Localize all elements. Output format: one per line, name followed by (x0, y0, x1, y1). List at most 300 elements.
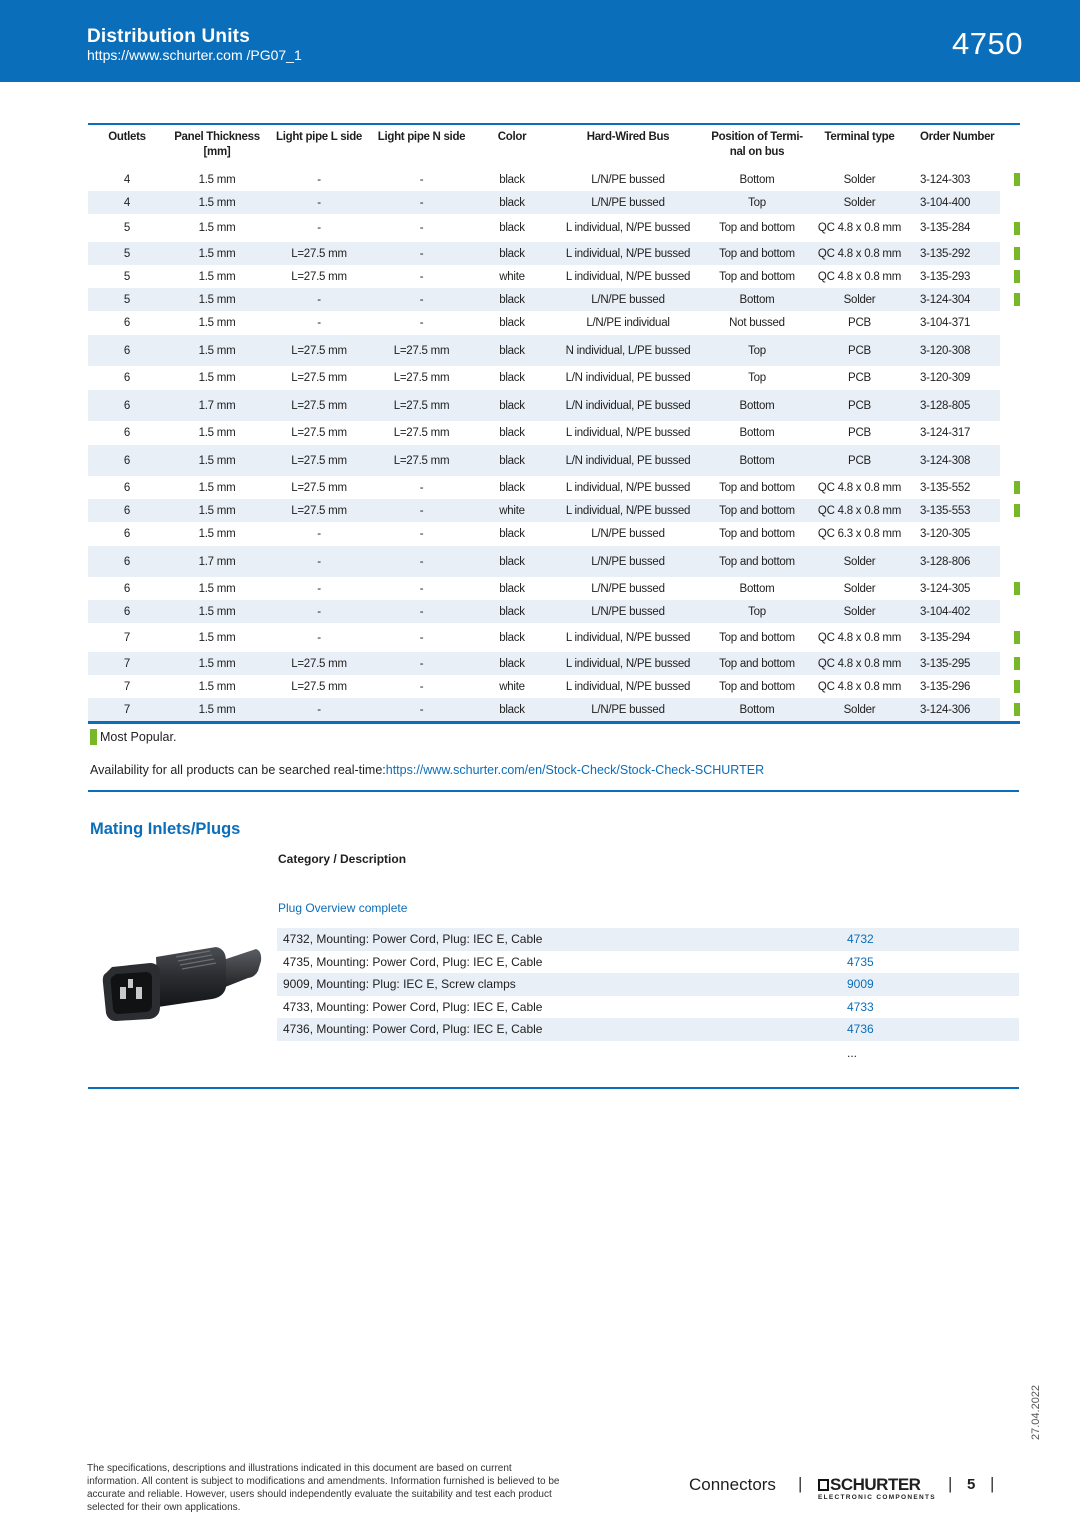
popular-marker-icon (1014, 631, 1020, 644)
table-cell: 5 (123, 270, 131, 283)
table-cell: L/N/PE bussed (551, 191, 705, 214)
table-cell: L=27.5 mm (370, 335, 473, 366)
popular-marker-cell (1000, 698, 1020, 721)
availability-note (90, 763, 764, 777)
plug-product-image (98, 935, 263, 1035)
document-date: 27.04.2022 (1030, 1384, 1042, 1440)
table-cell: 6 (88, 445, 166, 476)
table-row (88, 499, 1020, 522)
col-header: Order Number (920, 131, 995, 143)
table-row (88, 265, 1020, 288)
section-divider (88, 790, 1019, 792)
table-cell: 1.7 mm (166, 390, 268, 421)
table-cell[interactable]: 3-124-308 (910, 445, 1000, 476)
list-item (277, 951, 1019, 974)
table-cell: - (370, 546, 473, 577)
table-cell: 1.5 mm (198, 317, 236, 329)
table-cell: Top and bottom (719, 270, 795, 283)
more-indicator: ... (847, 1046, 858, 1060)
table-row (88, 390, 1020, 421)
table-cell: white (499, 680, 525, 693)
table-cell: - (317, 528, 321, 540)
mating-ref-link[interactable]: 9009 (847, 973, 1019, 996)
table-cell: L=27.5 mm (291, 372, 347, 384)
table-cell: L/N/PE bussed (591, 528, 665, 540)
table-cell: 1.5 mm (198, 481, 236, 494)
table-cell: L=27.5 mm (268, 445, 370, 476)
mating-ref-link[interactable]: 4736 (847, 1018, 1019, 1041)
table-cell: L individual, N/PE bussed (565, 427, 691, 439)
table-cell: QC 4.8 x 0.8 mm (817, 481, 902, 494)
table-cell: - (268, 546, 370, 577)
table-cell: L=27.5 mm (268, 390, 370, 421)
table-cell: Bottom (739, 582, 775, 595)
table-cell: 6 (88, 546, 166, 577)
product-code: 4750 (952, 26, 1023, 61)
table-cell[interactable]: 3-135-292 (910, 242, 1000, 265)
table-cell: L/N/PE bussed (591, 173, 665, 186)
table-cell: L individual, N/PE bussed (565, 222, 691, 234)
table-cell: black (473, 335, 551, 366)
spec-table-section (88, 123, 1020, 724)
table-cell: 1.5 mm (166, 600, 268, 623)
table-cell: - (370, 499, 473, 522)
table-cell: PCB (848, 317, 871, 329)
table-cell: QC 4.8 x 0.8 mm (809, 652, 910, 675)
table-cell: - (419, 680, 424, 693)
table-cell: 1.5 mm (198, 222, 236, 234)
table-cell: 7 (123, 680, 131, 693)
table-cell: 6 (123, 582, 131, 595)
table-cell: Top (705, 335, 809, 366)
mating-table (277, 928, 1019, 1041)
table-cell: QC 4.8 x 0.8 mm (809, 242, 910, 265)
table-cell[interactable]: 3-120-305 (920, 528, 971, 540)
mating-ref-link[interactable]: 4735 (847, 954, 874, 969)
table-cell: white (499, 270, 525, 283)
table-cell[interactable]: 3-124-317 (920, 427, 971, 439)
table-cell: 1.5 mm (198, 270, 236, 283)
popular-marker-cell (1000, 652, 1020, 675)
table-row (88, 476, 1020, 499)
document-title: Distribution Units (87, 26, 250, 47)
table-cell: L individual, N/PE bussed (551, 242, 705, 265)
table-cell: Solder (809, 546, 910, 577)
logo-text: SCHURTER (830, 1475, 921, 1494)
mating-section-title: Mating Inlets/Plugs (90, 820, 241, 838)
table-cell: black (473, 288, 551, 311)
popular-marker-cell (1000, 522, 1020, 546)
table-row (88, 242, 1020, 265)
table-cell: white (473, 499, 551, 522)
table-cell: black (499, 481, 525, 494)
page-number: 5 (967, 1476, 976, 1493)
table-cell: L=27.5 mm (291, 270, 347, 283)
popular-marker-cell (1000, 366, 1020, 390)
table-cell: Solder (809, 698, 910, 721)
table-cell: - (419, 528, 424, 540)
table-cell: - (370, 191, 473, 214)
popular-marker-cell (1000, 288, 1020, 311)
col-header: Light pipe L side (275, 131, 363, 143)
popular-marker-icon (1014, 222, 1020, 235)
table-cell: L individual, N/PE bussed (565, 680, 691, 693)
table-cell: 5 (88, 242, 166, 265)
table-cell: L=27.5 mm (393, 372, 450, 384)
col-header: Light pipe N side (377, 131, 466, 143)
table-cell: Top (705, 191, 809, 214)
table-row (88, 421, 1020, 445)
table-cell: Not bussed (729, 317, 785, 329)
table-cell: black (499, 222, 525, 234)
popular-legend (90, 729, 176, 745)
table-cell[interactable]: 3-135-294 (920, 631, 971, 644)
table-cell: - (317, 317, 321, 329)
table-cell: - (268, 191, 370, 214)
table-cell: black (499, 317, 525, 329)
table-bottom-rule (88, 721, 1020, 724)
table-cell: PCB (809, 390, 910, 421)
category-header: Category / Description (278, 852, 407, 866)
col-header: Terminal type (824, 131, 895, 143)
popular-marker-icon (1014, 680, 1020, 693)
table-cell: 1.5 mm (166, 288, 268, 311)
table-cell: black (473, 652, 551, 675)
table-cell[interactable]: 3-128-806 (910, 546, 1000, 577)
table-cell: 1.5 mm (166, 335, 268, 366)
popular-marker-cell (1000, 242, 1020, 265)
table-row (88, 522, 1020, 546)
table-cell: black (473, 546, 551, 577)
popular-marker-cell (1000, 168, 1020, 191)
table-cell: 6 (88, 499, 166, 522)
table-cell[interactable]: 3-104-400 (910, 191, 1000, 214)
table-cell: black (499, 582, 525, 595)
table-cell[interactable]: 3-135-553 (910, 499, 1000, 522)
table-cell: - (419, 317, 424, 329)
table-cell: Bottom (705, 288, 809, 311)
table-cell: Solder (809, 191, 910, 214)
table-cell: - (419, 481, 424, 494)
popular-marker-cell (1000, 546, 1020, 577)
table-cell: L individual, N/PE bussed (565, 270, 691, 283)
table-cell: - (419, 173, 424, 186)
popular-marker-icon (1014, 657, 1020, 670)
spec-header-row (88, 125, 1020, 168)
popular-marker-cell (1000, 311, 1020, 335)
spec-table-body (88, 168, 1020, 721)
table-cell: - (268, 288, 370, 311)
table-row (88, 445, 1020, 476)
table-cell: - (317, 631, 321, 644)
popular-marker-cell (1000, 265, 1020, 288)
table-cell: 5 (88, 288, 166, 311)
product-url[interactable]: https://www.schurter.com /PG07_1 (87, 47, 302, 63)
popular-marker-icon (90, 729, 97, 745)
table-cell: 1.5 mm (166, 698, 268, 721)
popular-marker-cell (1000, 600, 1020, 623)
table-cell: 1.5 mm (198, 680, 236, 693)
table-cell: 1.5 mm (166, 445, 268, 476)
popular-marker-icon (1014, 247, 1020, 260)
table-cell[interactable]: 3-120-308 (910, 335, 1000, 366)
table-row (88, 366, 1020, 390)
table-cell: 1.5 mm (198, 528, 236, 540)
table-cell: Bottom (705, 698, 809, 721)
table-cell: - (419, 582, 424, 595)
mating-description: 4732, Mounting: Power Cord, Plug: IEC E, Cable (277, 928, 847, 951)
table-cell: - (370, 600, 473, 623)
mating-ref-link[interactable]: 4733 (847, 999, 874, 1014)
table-cell: 1.5 mm (198, 582, 236, 595)
table-cell: L=27.5 mm (268, 499, 370, 522)
table-cell: - (317, 222, 321, 234)
table-row (88, 168, 1020, 191)
table-cell: 1.5 mm (198, 427, 236, 439)
table-row (88, 675, 1020, 698)
table-cell: black (473, 390, 551, 421)
popular-marker-cell (1000, 390, 1020, 421)
col-header: Color (497, 131, 527, 143)
table-cell: Top (705, 600, 809, 623)
col-header-mark (1000, 125, 1020, 168)
plug-overview-link[interactable]: Plug Overview complete (278, 901, 408, 915)
list-item (277, 1018, 1019, 1041)
table-cell: 1.5 mm (198, 372, 236, 384)
table-cell: - (419, 631, 424, 644)
table-cell: L/N/PE bussed (591, 582, 665, 595)
table-cell: PCB (848, 427, 871, 439)
table-cell: Top and bottom (719, 528, 795, 540)
table-cell: L individual, N/PE bussed (565, 481, 691, 494)
table-cell: black (499, 631, 525, 644)
table-cell: L/N/PE bussed (551, 698, 705, 721)
table-cell: L individual, N/PE bussed (551, 499, 705, 522)
logo-square-icon (818, 1479, 829, 1491)
table-cell: 4 (123, 173, 131, 186)
table-cell: 1.5 mm (166, 242, 268, 265)
table-cell: 5 (123, 222, 131, 234)
table-cell: L/N individual, PE bussed (565, 372, 691, 384)
table-cell[interactable]: 3-135-552 (920, 481, 971, 494)
table-cell: L/N/PE bussed (551, 600, 705, 623)
table-cell: 6 (123, 317, 131, 329)
table-cell: Top and bottom (705, 499, 809, 522)
table-cell: Bottom (739, 427, 775, 439)
table-cell: L/N/PE bussed (551, 546, 705, 577)
mating-description: 4733, Mounting: Power Cord, Plug: IEC E, Cable (283, 999, 543, 1014)
table-cell: black (499, 372, 525, 384)
table-cell: black (499, 528, 525, 540)
table-cell: QC 4.8 x 0.8 mm (817, 270, 902, 283)
table-row (88, 311, 1020, 335)
table-row (88, 600, 1020, 623)
table-cell: - (370, 288, 473, 311)
table-cell[interactable]: 3-124-303 (920, 173, 971, 186)
table-cell: PCB (809, 335, 910, 366)
table-cell: PCB (809, 445, 910, 476)
table-cell: 6 (88, 335, 166, 366)
schurter-logo (818, 1476, 938, 1506)
popular-marker-cell (1000, 335, 1020, 366)
table-cell: L/N/PE bussed (551, 288, 705, 311)
table-cell: black (473, 191, 551, 214)
table-cell: L=27.5 mm (268, 242, 370, 265)
table-cell: Solder (809, 600, 910, 623)
table-cell: 7 (88, 652, 166, 675)
table-cell: L=27.5 mm (268, 652, 370, 675)
table-cell: L/N individual, PE bussed (551, 445, 705, 476)
table-cell: Bottom (705, 390, 809, 421)
footer-separator: | (990, 1474, 995, 1493)
table-cell: - (419, 222, 424, 234)
mating-table-body (277, 928, 1019, 1041)
page-header (0, 0, 1080, 82)
popular-marker-cell (1000, 421, 1020, 445)
mating-description: 4736, Mounting: Power Cord, Plug: IEC E, Cable (277, 1018, 847, 1041)
table-cell: L=27.5 mm (268, 335, 370, 366)
table-cell: L=27.5 mm (291, 481, 347, 494)
table-cell[interactable]: 3-120-309 (920, 372, 971, 384)
table-cell: - (317, 582, 321, 595)
table-cell: 6 (88, 390, 166, 421)
table-cell[interactable]: 3-135-293 (920, 270, 971, 283)
list-item (277, 973, 1019, 996)
table-cell: 6 (123, 427, 131, 439)
popular-legend-label: Most Popular. (100, 730, 177, 744)
table-cell: 6 (123, 372, 131, 384)
table-row (88, 652, 1020, 675)
list-item (277, 928, 1019, 951)
table-cell: 6 (123, 481, 131, 494)
spec-table (88, 125, 1020, 721)
table-cell: QC 4.8 x 0.8 mm (809, 499, 910, 522)
table-cell: - (370, 652, 473, 675)
table-cell: 1.5 mm (166, 191, 268, 214)
popular-marker-icon (1014, 173, 1020, 186)
table-cell: - (268, 698, 370, 721)
table-cell: L=27.5 mm (370, 390, 473, 421)
table-cell[interactable]: 3-135-295 (910, 652, 1000, 675)
table-row (88, 335, 1020, 366)
table-cell: Solder (843, 582, 876, 595)
table-cell: 1.5 mm (166, 499, 268, 522)
popular-marker-icon (1014, 504, 1020, 517)
table-row (88, 288, 1020, 311)
table-cell[interactable]: 3-104-371 (920, 317, 971, 329)
popular-marker-cell (1000, 577, 1020, 600)
table-cell: L/N individual, PE bussed (551, 390, 705, 421)
table-cell: Top and bottom (705, 652, 809, 675)
stock-check-link[interactable]: https://www.schurter.com/en/Stock-Check/Stock-Check-SCHURTER (385, 763, 765, 777)
mating-ref-link[interactable]: 4732 (847, 928, 1019, 951)
logo-subtext: ELECTRONIC COMPONENTS (818, 1494, 936, 1501)
popular-marker-icon (1014, 582, 1020, 595)
table-cell: - (317, 173, 321, 186)
table-row (88, 214, 1020, 242)
popular-marker-icon (1014, 270, 1020, 283)
table-cell: Bottom (739, 173, 775, 186)
col-header: Position of Termi-nal on bus (711, 131, 803, 158)
table-cell: - (268, 600, 370, 623)
popular-marker-icon (1014, 293, 1020, 306)
table-cell: Solder (809, 288, 910, 311)
table-cell: Top and bottom (719, 222, 795, 234)
footer-separator: | (798, 1474, 803, 1493)
table-cell: 1.7 mm (166, 546, 268, 577)
disclaimer-text: The specifications, descriptions and illustrations indicated in this document are based on current information. All content is subject to modifications and amendments. Information furnished is believed to be accurate and reliable. However, users should independently evaluate the suitability and test each product selected for their own applications. (87, 1463, 560, 1513)
table-cell: QC 4.8 x 0.8 mm (817, 631, 902, 644)
table-cell: black (473, 242, 551, 265)
col-header: Hard-Wired Bus (586, 131, 670, 143)
popular-marker-icon (1014, 703, 1020, 716)
table-cell[interactable]: 3-124-304 (910, 288, 1000, 311)
popular-marker-cell (1000, 623, 1020, 652)
table-cell: L/N/PE individual (586, 317, 670, 329)
table-row (88, 698, 1020, 721)
availability-text: Availability for all products can be searched real-time: (90, 763, 386, 777)
footer-category: Connectors (689, 1475, 776, 1494)
table-cell: QC 4.8 x 0.8 mm (817, 222, 902, 234)
table-cell: black (473, 600, 551, 623)
table-cell: - (419, 270, 424, 283)
table-cell: black (473, 698, 551, 721)
col-header: Panel Thickness [mm] (174, 131, 260, 158)
table-cell: black (499, 173, 525, 186)
footer-separator: | (948, 1474, 953, 1493)
table-cell[interactable]: 3-104-402 (910, 600, 1000, 623)
table-cell[interactable]: 3-135-284 (920, 222, 971, 234)
table-row (88, 546, 1020, 577)
table-cell[interactable]: 3-124-306 (910, 698, 1000, 721)
popular-marker-icon (1014, 481, 1020, 494)
table-cell: Top (748, 372, 766, 384)
table-cell: L individual, N/PE bussed (551, 652, 705, 675)
table-cell: 6 (123, 528, 131, 540)
table-cell: Bottom (705, 445, 809, 476)
table-cell: 1.5 mm (198, 173, 236, 186)
table-cell: QC 4.8 x 0.8 mm (817, 680, 902, 693)
mating-description: 9009, Mounting: Plug: IEC E, Screw clamps (277, 973, 847, 996)
section-divider (88, 1087, 1019, 1089)
table-cell: L individual, N/PE bussed (565, 631, 691, 644)
logo-wordmark (818, 1476, 938, 1493)
mating-description: 4735, Mounting: Power Cord, Plug: IEC E, Cable (283, 954, 543, 969)
table-cell[interactable]: 3-128-805 (910, 390, 1000, 421)
table-row (88, 191, 1020, 214)
table-cell: black (473, 445, 551, 476)
table-cell[interactable]: 3-135-296 (920, 680, 971, 693)
table-cell: PCB (848, 372, 871, 384)
table-cell: 7 (123, 631, 131, 644)
table-cell: 7 (88, 698, 166, 721)
table-cell: 6 (88, 600, 166, 623)
col-header: Outlets (108, 131, 146, 143)
table-cell: Top and bottom (705, 242, 809, 265)
table-cell: 1.5 mm (198, 631, 236, 644)
table-row (88, 623, 1020, 652)
popular-marker-cell (1000, 675, 1020, 698)
table-cell: L=27.5 mm (393, 427, 450, 439)
popular-marker-cell (1000, 499, 1020, 522)
table-cell: black (499, 427, 525, 439)
popular-marker-cell (1000, 476, 1020, 499)
table-cell: Solder (843, 173, 876, 186)
table-cell: QC 6.3 x 0.8 mm (817, 528, 902, 540)
table-cell: Top and bottom (705, 546, 809, 577)
table-cell: Top and bottom (719, 631, 795, 644)
table-cell[interactable]: 3-124-305 (920, 582, 971, 595)
